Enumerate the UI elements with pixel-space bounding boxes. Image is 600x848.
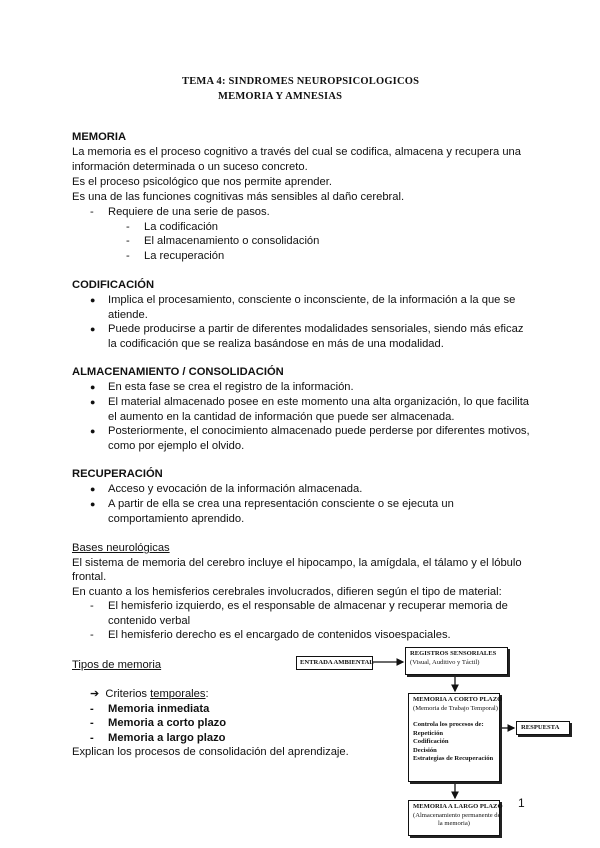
bullet-text: En esta fase se crea el registro de la información.: [108, 381, 354, 393]
bases-heading: Bases neurológicas: [72, 542, 170, 554]
criterios-suffix: :: [205, 688, 209, 700]
title-line-1: TEMA 4: SINDROMES NEUROPSICOLOGICOS: [182, 76, 420, 87]
memoria-line: información determinada o un suceso concreto.: [72, 161, 308, 173]
memoria-line: Es una de las funciones cognitivas más sensibles al daño cerebral.: [72, 191, 405, 203]
codificacion-heading: CODIFICACIÓN: [72, 279, 155, 291]
corto-item: Estrategias de Recuperación: [413, 755, 494, 762]
largo-sub: (Almacenamiento permanente de: [413, 811, 501, 819]
bullet-icon: ●: [90, 397, 96, 407]
entrada-ambiental-box: [296, 656, 373, 670]
bullet-text: Implica el procesamiento, consciente o inconsciente, de la información a la que se: [108, 294, 516, 306]
criterios-prefix: Criterios: [105, 688, 151, 700]
memoria-corto-plazo-box: [408, 693, 503, 782]
memoria-line: La memoria es el proceso cognitivo a través del cual se codifica, almacena y recupera una: [72, 146, 521, 158]
corto-title: MEMORIA A CORTO PLAZO: [413, 696, 503, 703]
tipos-closing: Explican los procesos de consolidación del aprendizaje.: [72, 746, 349, 758]
bullet-icon: ●: [90, 295, 96, 305]
memoria-heading: MEMORIA: [72, 131, 127, 143]
bullet-text: el aumento en la cantidad de información que puede ser almacenada.: [108, 411, 455, 423]
memoria-step: - La codificación: [144, 220, 218, 235]
largo-sub: la memoria): [437, 820, 471, 827]
memoria-step: - El almacenamiento o consolidación: [144, 234, 319, 249]
dash-text: - El hemisferio izquierdo, es el responsable de almacenar y recuperar memoria de: [108, 600, 508, 612]
bullet-icon: ●: [90, 426, 96, 436]
tipo-item: - Memoria inmediata: [108, 702, 209, 717]
corto-sub: (Memoria de Trabajo Temporal): [413, 704, 498, 712]
registros-title: REGISTROS SENSORIALES: [410, 650, 497, 657]
bullet-icon: ●: [90, 382, 96, 392]
bullet-text: A partir de ella se crea una representación consciente o se ejecuta un: [108, 498, 454, 510]
bases-line: En cuanto a los hemisferios cerebrales involucrados, difieren según el tipo de material:: [72, 586, 502, 598]
memoria-step: - La recuperación: [144, 249, 224, 264]
corto-item: Decisión: [413, 746, 437, 754]
bullet-text: atiende.: [108, 309, 148, 321]
bullet-text: Acceso y evocación de la información almacenada.: [108, 483, 363, 495]
criterios-link: temporales: [150, 688, 206, 700]
corto-item: Codificación: [413, 738, 449, 745]
memoria-largo-plazo-box: [408, 800, 503, 836]
tipos-heading: Tipos de memoria: [72, 659, 162, 671]
dash-text: - El hemisferio derecho es el encargado de contenidos visoespaciales.: [108, 629, 451, 641]
bases-line: El sistema de memoria del cerebro incluye el hipocampo, la amígdala, el tálamo y el lóbulo: [72, 557, 522, 569]
dash-text: contenido verbal: [108, 615, 191, 627]
memoria-dash-item: - Requiere de una serie de pasos.: [108, 205, 270, 220]
page-number: 1: [518, 796, 525, 810]
bullet-text: Puede producirse a partir de diferentes modalidades sensoriales, siendo más eficaz: [108, 323, 524, 335]
bullet-text: como por ejemplo el olvido.: [108, 440, 245, 452]
bullet-text: la codificación que se realiza basándose en más de una modalidad.: [108, 338, 444, 350]
arrow-right-icon: ➔: [90, 688, 100, 700]
tipo-item: - Memoria a largo plazo: [108, 731, 226, 746]
almacenamiento-heading: ALMACENAMIENTO / CONSOLIDACIÓN: [72, 366, 284, 378]
entrada-label: ENTRADA AMBIENTAL: [300, 659, 374, 666]
registros-sub: (Visual, Auditivo y Táctil): [410, 658, 480, 666]
respuesta-box: [516, 721, 570, 735]
bullet-text: El material almacenado posee en este momento una alta organización, lo que facilita: [108, 396, 530, 408]
registros-sensoriales-box: [405, 647, 508, 675]
respuesta-label: RESPUESTA: [521, 724, 560, 731]
tipo-item: - Memoria a corto plazo: [108, 716, 226, 731]
bases-line: frontal.: [72, 571, 107, 583]
corto-item: Controla los procesos de:: [413, 721, 484, 728]
bullet-icon: ●: [90, 499, 96, 509]
recuperacion-heading: RECUPERACIÓN: [72, 468, 163, 480]
memoria-line: Es el proceso psicológico que nos permite aprender.: [72, 176, 332, 188]
title-line-2: MEMORIA Y AMNESIAS: [218, 91, 343, 102]
corto-item: Repetición: [413, 729, 444, 737]
bullet-text: comportamiento aprendido.: [108, 513, 245, 525]
bullet-text: Posteriormente, el conocimiento almacenado puede perderse por diferentes motivos,: [108, 425, 530, 437]
bullet-icon: ●: [90, 324, 96, 334]
bullet-icon: ●: [90, 484, 96, 494]
largo-title: MEMORIA A LARGO PLAZO: [413, 803, 503, 810]
